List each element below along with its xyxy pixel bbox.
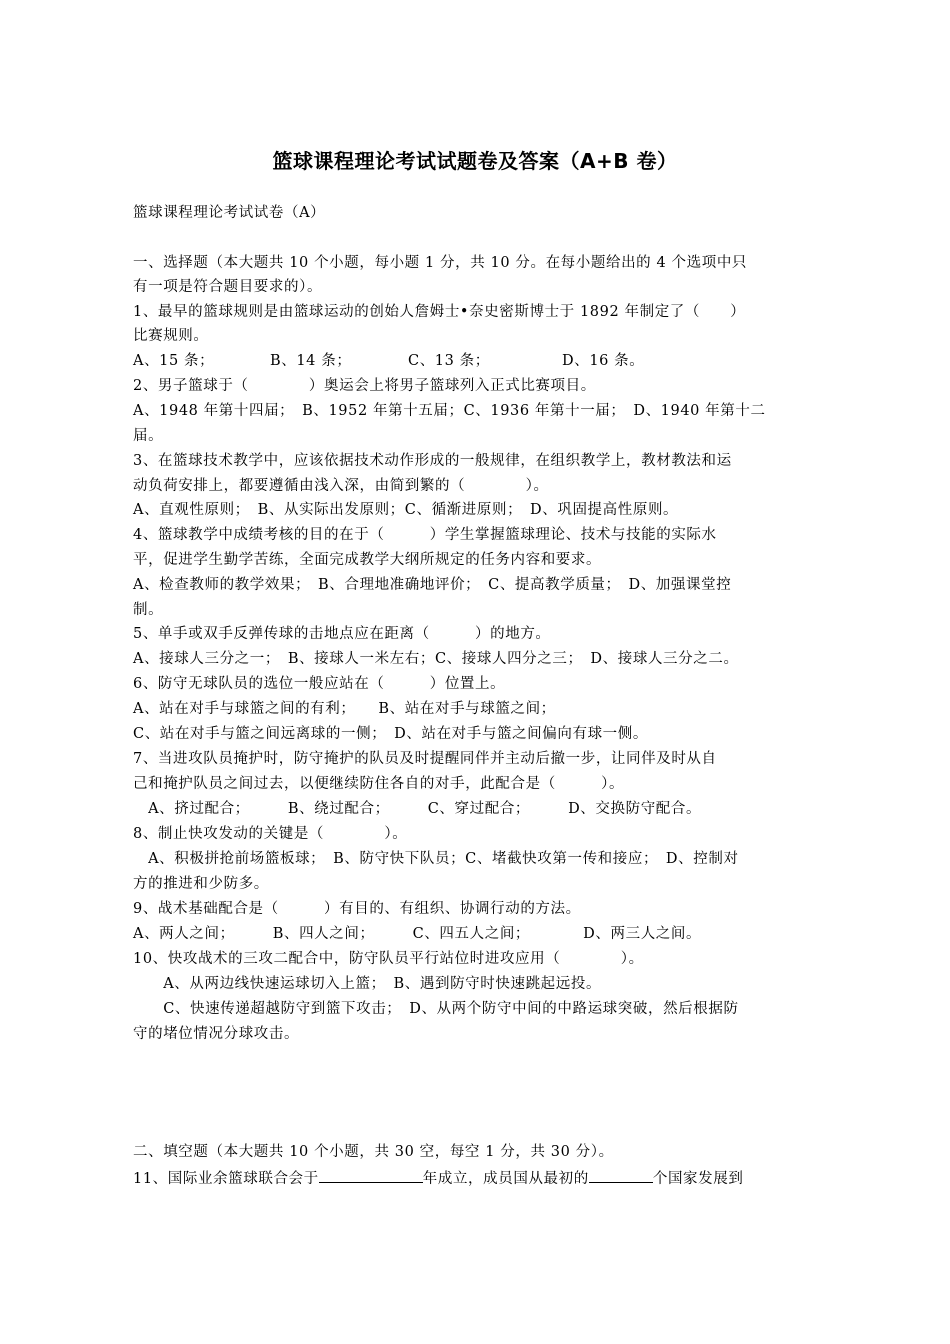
q11-line1 [133,1167,743,1189]
q9-options: A、两人之间； B、四人之间； C、四五人之间； D、两三人之间。 [133,926,702,942]
q10-line1: 10、快攻战术的三攻二配合中，防守队员平行站位时进攻应用（ ）。 [133,951,644,967]
q3-line2: 动负荷安排上，都要遵循由浅入深，由简到繁的（ ）。 [133,478,549,494]
q1-option-b: B、14 条； [270,353,352,369]
q7-options: A、挤过配合； B、绕过配合； C、穿过配合； D、交换防守配合。 [133,801,702,817]
q9-line1: 9、战术基础配合是（ ）有目的、有组织、协调行动的方法。 [133,901,581,917]
q10-options-line1: A、从两边线快速运球切入上篮； B、遇到防守时快速跳起远投。 [133,976,602,992]
q8-options-line1: A、积极拼抢前场篮板球； B、防守快下队员；C、堵截快攻第一传和接应； D、控制对 [133,851,739,867]
q11-text-part3: 个国家发展到 [652,1171,744,1187]
q1-line2: 比赛规则。 [133,328,209,344]
q1-option-a: A、15 条； [133,353,215,369]
q2-line1: 2、男子篮球于（ ）奥运会上将男子篮球列入正式比赛项目。 [133,378,596,394]
section1-heading-line2: 有一项是符合题目要求的）。 [133,279,323,295]
q11-text-part1: 11、国际业余篮球联合会于 [133,1171,319,1187]
q4-options-line2: 制。 [133,602,164,618]
q6-options-line1: A、站在对手与球篮之间的有利； B、站在对手与球篮之间； [133,701,556,717]
document-title: 篮球课程理论考试试题卷及答案（A+B 卷） [272,149,678,173]
section2-heading: 二、填空题（本大题共 10 个小题，共 30 空，每空 1 分，共 30 分）。 [133,1144,614,1160]
q4-options-line1: A、检查教师的教学效果； B、合理地准确地评价； C、提高教学质量； D、加强课堂控 [133,577,732,593]
q10-options-line3: 守的堵位情况分球攻击。 [133,1026,300,1042]
q5-line1: 5、单手或双手反弹传球的击地点应在距离（ ）的地方。 [133,626,551,642]
q2-options-line2: 届。 [133,428,164,444]
section1-heading-line1: 一、选择题（本大题共 10 个小题，每小题 1 分，共 10 分。在每小题给出的 4 个选项中只 [133,255,748,271]
q1-option-c: C、13 条； [408,353,490,369]
q6-line1: 6、防守无球队员的选位一般应站在（ ）位置上。 [133,676,506,692]
q6-options-line2: C、站在对手与篮之间远离球的一侧； D、站在对手与篮之间偏向有球一侧。 [133,726,648,742]
exam-subtitle: 篮球课程理论考试试卷（A） [133,205,326,221]
q3-options: A、直观性原则； B、从实际出发原则；C、循渐进原则； D、巩固提高性原则。 [133,502,679,518]
q11-blank-1[interactable] [319,1167,423,1183]
q2-options-line1: A、1948 年第十四届； B、1952 年第十五届；C、1936 年第十一届； D、1940 年第十二 [133,403,766,419]
q4-line1: 4、篮球教学中成绩考核的目的在于（ ）学生掌握篮球理论、技术与技能的实际水 [133,527,717,543]
q1-option-d: D、16 条。 [562,353,645,369]
q5-options: A、接球人三分之一； B、接球人一米左右；C、接球人四分之三； D、接球人三分之二。 [133,651,739,667]
q1-line1: 1、最早的篮球规则是由篮球运动的创始人詹姆士•奈史密斯博士于 1892 年制定了（ ） [133,304,746,320]
q8-options-line2: 方的推进和少防多。 [133,876,269,892]
q4-line2: 平，促进学生勤学苦练，全面完成教学大纲所规定的任务内容和要求。 [133,552,602,568]
q3-line1: 3、在篮球技术教学中，应该依据技术动作形成的一般规律，在组织教学上，教材教法和运 [133,453,732,469]
q10-options-line2: C、快速传递超越防守到篮下攻击； D、从两个防守中间的中路运球突破，然后根据防 [133,1001,739,1017]
q8-line1: 8、制止快攻发动的关键是（ ）。 [133,826,408,842]
q7-line2: 己和掩护队员之间过去，以便继续防住各自的对手，此配合是（ ）。 [133,776,625,792]
q11-blank-2[interactable] [589,1167,653,1183]
q11-text-part2: 年成立，成员国从最初的 [422,1171,589,1187]
q7-line1: 7、当进攻队员掩护时，防守掩护的队员及时提醒同伴并主动后撤一步，让同伴及时从自 [133,751,717,767]
